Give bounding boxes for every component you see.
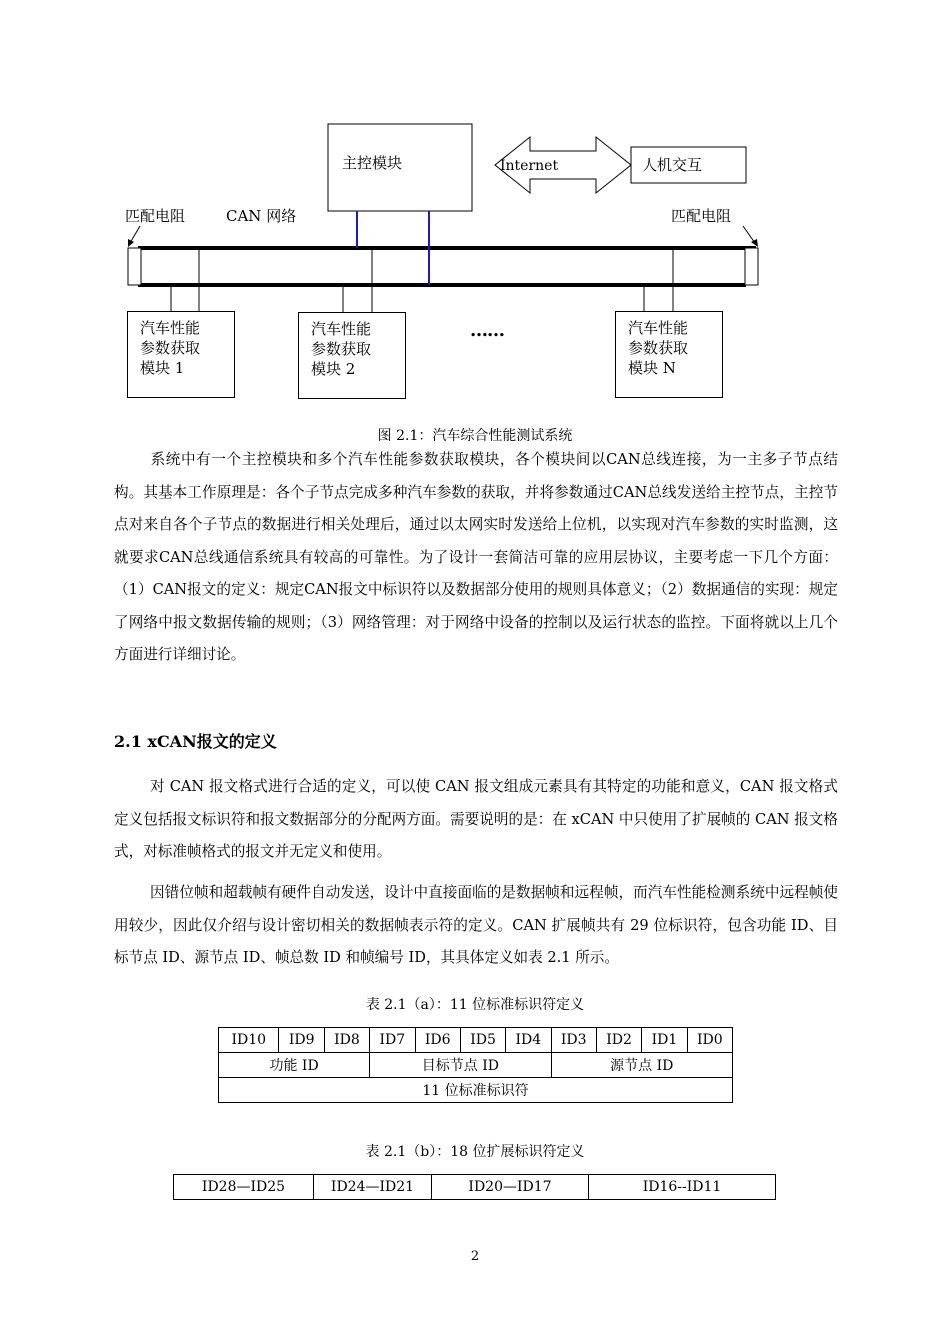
can-network-label: CAN 网络 bbox=[226, 207, 297, 225]
paragraph-3 bbox=[114, 877, 838, 975]
hmi-label: 人机交互 bbox=[642, 156, 703, 174]
node-1-line1: 汽车性能 bbox=[140, 319, 201, 337]
table-a-bit: ID2 bbox=[596, 1028, 641, 1053]
terminator-right-pointer bbox=[743, 226, 755, 243]
table-a-bit: ID3 bbox=[551, 1028, 596, 1053]
node-2-text bbox=[311, 319, 371, 379]
node-n-line2: 参数获取 bbox=[628, 339, 689, 357]
node-1-line2: 参数获取 bbox=[140, 339, 201, 357]
paragraph-3-text: 因错位帧和超载帧有硬件自动发送，设计中直接面临的是数据帧和远程帧，而汽车性能检测系统中远程帧使用较少，因此仅介绍与设计密切相关的数据帧表示符的定义。CAN 扩展帧共有 29 位标识符，包含功能 ID、目标节点 ID、源节点 ID、帧总数 ID 和帧编号 ID，其具体定义如表 2.1 所示。 bbox=[114, 884, 838, 966]
node-box-n bbox=[615, 311, 723, 398]
paragraph-1-text: 系统中有一个主控模块和多个汽车性能参数获取模块，各个模块间以CAN总线连接，为一主多子节点结构。其基本工作原理是：各个子节点完成多种汽车参数的获取，并将参数通过CAN总线发送给主控节点，主控节点对来自各个子节点的数据进行相关处理后，通过以太网实时发送给上位机，以实现对汽车参数的实时监测，这就要求CAN总线通信系统具有较高的可靠性。为了设计一套简洁可靠的应用层协议，主要考虑一下几个方面：（1）CAN报文的定义：规定CAN报文中标识符以及数据部分使用的规则具体意义；（2）数据通信的实现：规定了网络中报文数据传输的规则；（3）网络管理：对于网络中设备的控制以及运行状态的监控。下面将就以上几个方面进行详细讨论。 bbox=[114, 451, 838, 663]
table-a-bit: ID6 bbox=[415, 1028, 460, 1053]
node-1-line3: 模块 1 bbox=[140, 359, 185, 377]
table-a-bit: ID9 bbox=[279, 1028, 324, 1053]
table-a-bit: ID8 bbox=[324, 1028, 369, 1053]
table-a-group-source: 源节点 ID bbox=[551, 1053, 732, 1078]
table-b-cell: ID28—ID25 bbox=[174, 1175, 314, 1200]
table-a bbox=[218, 1027, 733, 1103]
node-n-line3: 模块 N bbox=[628, 359, 676, 377]
table-a-bit: ID4 bbox=[506, 1028, 551, 1053]
table-a-footer: 11 位标准标识符 bbox=[219, 1078, 733, 1103]
table-b-caption: 表 2.1（b）：18 位扩展标识符定义 bbox=[365, 1144, 585, 1160]
table-a-bits-row bbox=[219, 1028, 733, 1053]
node-box-2 bbox=[298, 312, 406, 399]
table-a-bit: ID0 bbox=[687, 1028, 732, 1053]
table-b bbox=[173, 1174, 776, 1200]
terminator-right-arrowhead bbox=[751, 239, 758, 247]
section-heading: 2.1 xCAN报文的定义 bbox=[114, 732, 277, 751]
page-number: 2 bbox=[470, 1249, 480, 1264]
main-module-label: 主控模块 bbox=[342, 154, 403, 172]
ellipsis: …… bbox=[470, 320, 504, 341]
node-2-line2: 参数获取 bbox=[311, 340, 372, 358]
terminator-right bbox=[745, 248, 758, 285]
terminator-left-pointer bbox=[130, 226, 140, 243]
terminator-left-arrowhead bbox=[128, 239, 134, 247]
table-a-bit: ID1 bbox=[642, 1028, 687, 1053]
table-a-bit: ID5 bbox=[460, 1028, 505, 1053]
node-n-text bbox=[628, 318, 688, 378]
terminator-right-label: 匹配电阻 bbox=[671, 207, 732, 225]
table-a-caption: 表 2.1（a）：11 位标准标识符定义 bbox=[365, 997, 585, 1013]
node-1-text bbox=[140, 318, 200, 378]
table-a-groups-row bbox=[219, 1053, 733, 1078]
table-a-group-target: 目标节点 ID bbox=[370, 1053, 551, 1078]
figure-caption: 图 2.1：汽车综合性能测试系统 bbox=[377, 428, 573, 444]
paragraph-1 bbox=[114, 444, 838, 672]
node-2-line1: 汽车性能 bbox=[311, 320, 372, 338]
internet-label: Internet bbox=[500, 158, 559, 174]
node-box-1 bbox=[127, 311, 235, 398]
node-n-line1: 汽车性能 bbox=[628, 319, 689, 337]
table-a-group-function: 功能 ID bbox=[219, 1053, 370, 1078]
table-a-bit: ID10 bbox=[219, 1028, 279, 1053]
node-2-line3: 模块 2 bbox=[311, 360, 356, 378]
terminator-left-label: 匹配电阻 bbox=[125, 207, 186, 225]
table-a-footer-row bbox=[219, 1078, 733, 1103]
terminator-left bbox=[128, 248, 141, 285]
table-b-cell: ID24—ID21 bbox=[314, 1175, 432, 1200]
table-b-cell: ID16--ID11 bbox=[589, 1175, 776, 1200]
table-b-row bbox=[174, 1175, 776, 1200]
paragraph-2-text: 对 CAN 报文格式进行合适的定义，可以使 CAN 报文组成元素具有其特定的功能和意义，CAN 报文格式定义包括报文标识符和报文数据部分的分配两方面。需要说明的是：在 xCAN 中只使用了扩展帧的 CAN 报文格式，对标准帧格式的报文并无定义和使用。 bbox=[114, 778, 838, 860]
table-b-cell: ID20—ID17 bbox=[432, 1175, 589, 1200]
table-a-bit: ID7 bbox=[370, 1028, 415, 1053]
paragraph-2 bbox=[114, 771, 838, 869]
system-diagram bbox=[0, 0, 950, 420]
